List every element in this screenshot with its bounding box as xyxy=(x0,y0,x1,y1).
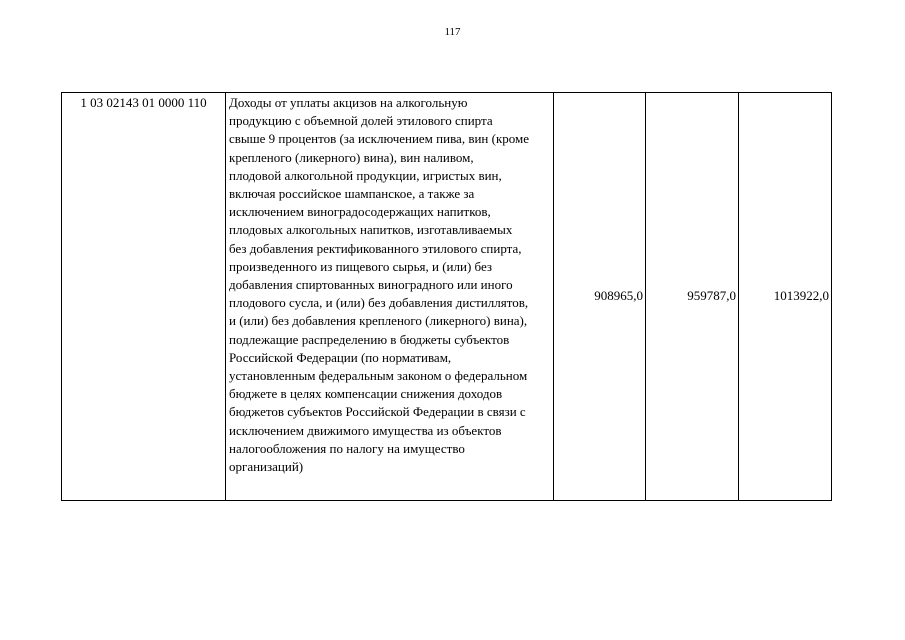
amount-cell-year-1 xyxy=(554,93,646,501)
budget-table xyxy=(61,92,832,501)
classification-code-cell xyxy=(62,93,226,501)
table-row xyxy=(62,93,832,501)
amount-year-2: 959787,0 xyxy=(687,288,736,304)
revenue-description-cell xyxy=(226,93,554,501)
page-number: 117 xyxy=(444,26,461,38)
revenue-description: Доходы от уплаты акцизов на алкогольную продукцию с объемной долей этилового спирта свыше 9 процентов (за исключением пива, вин (кроме крепленого (ликерного) вина), вин наливом, плодовой алкогольной продукции, игристых вин, включая российское шампанское, а также за исключением виноградосодержащих напитков, плодовых алкогольных напитков, изготавливаемых без добавления ректификованного этилового спирта, произведенного из пищевого сырья, и (или) без добавления спиртованных виноградного или иного плодового сусла, и (или) без добавления дистиллятов, и (или) без добавления крепленого (ликерного) вина), подлежащие распределению в бюджеты субъектов Российской Федерации (по нормативам, установленным федеральным законом о федеральном бюджете в целях компенсации снижения доходов бюджетов субъектов Российской Федерации в связи с исключением движимого имущества из объектов налогообложения по налогу на имущество организаций) xyxy=(229,95,530,475)
amount-cell-year-2 xyxy=(646,93,739,501)
classification-code: 1 03 02143 01 0000 110 xyxy=(80,95,207,110)
amount-year-3: 1013922,0 xyxy=(773,288,829,304)
amount-cell-year-3 xyxy=(739,93,832,501)
amount-year-1: 908965,0 xyxy=(594,288,643,304)
